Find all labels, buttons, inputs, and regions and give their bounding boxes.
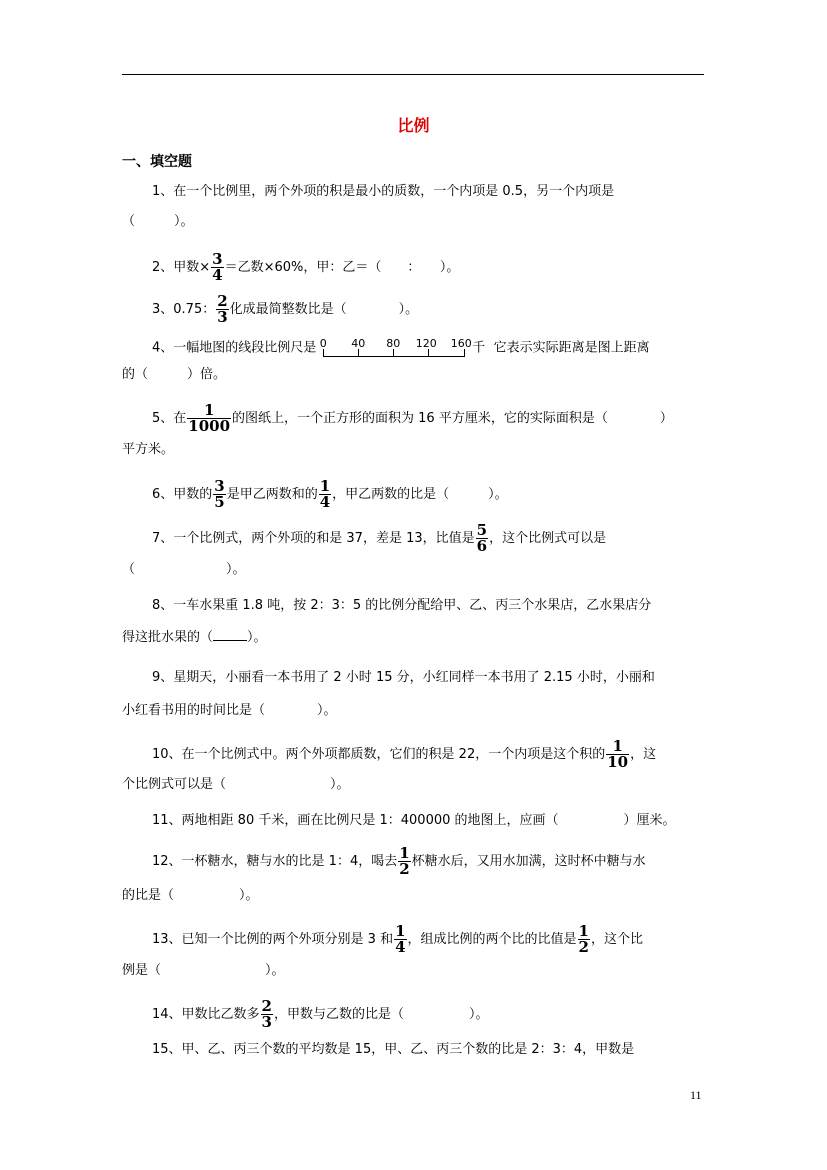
fraction: $\frac{5}{6}$ <box>476 521 488 555</box>
header-rule <box>122 74 704 75</box>
question-13-line-1: 13、已知一个比例的两个外项分别是 3 和 $\frac{1}{4}$ ，组成比例的两个比的比值是 $\frac{1}{2}$ ，这个比 <box>152 922 643 956</box>
question-4-line-1: 4、一幅地图的线段比例尺是 0 40 80 120 160 千 它表示实际距离是图上距离 <box>152 335 650 361</box>
question-11: 11、两地相距 80 千米，画在比例尺是 1：400000 的地图上，应画（ ）厘米。 <box>152 813 676 828</box>
fraction: $\frac{1}{1000}$ <box>188 401 231 435</box>
fraction: $\frac{1}{10}$ <box>607 737 629 771</box>
question-5-line-2: 平方米。 <box>122 442 175 457</box>
question-15: 15、甲、乙、丙三个数的平均数是 15，甲、乙、丙三个数的比是 2：3：4，甲数是 <box>152 1042 635 1057</box>
section-heading: 一、填空题 <box>122 154 192 170</box>
question-6: 6、甲数的 $\frac{3}{5}$ 是甲乙两数和的 $\frac{1}{4}$ ，甲乙两数的比是（ ）。 <box>152 477 508 511</box>
page-title: 比例 <box>397 116 430 135</box>
question-12-line-2: 的比是（ ）。 <box>122 888 259 903</box>
question-8-line-2: 得这批水果的（ ）。 <box>122 630 267 645</box>
question-7-line-1: 7、一个比例式，两个外项的和是 37，差是 13，比值是 $\frac{5}{6}$ ，这个比例式可以是 <box>152 521 607 555</box>
question-4-line-2: 的（ ）倍。 <box>122 367 227 382</box>
question-10-line-1: 10、在一个比例式中。两个外项都质数，它们的积是 22，一个内项是这个积的 $\frac{1}{10}$ ，这 <box>152 737 657 771</box>
answer-blank <box>213 629 247 641</box>
question-9-line-2: 小红看书用的时间比是（ ）。 <box>122 703 337 718</box>
fraction: $\frac{1}{4}$ <box>319 477 331 511</box>
question-10-line-2: 个比例式可以是（ ）。 <box>122 777 350 792</box>
question-5-line-1: 5、在 $\frac{1}{1000}$ 的图纸上，一个正方形的面积为 16 平方厘米，它的实际面积是（ ） <box>152 401 673 435</box>
question-3: 3、0.75： $\frac{2}{3}$ 化成最简整数比是（ ）。 <box>152 292 419 326</box>
fraction: $\frac{1}{4}$ <box>395 922 406 956</box>
fraction: $\frac{3}{4}$ <box>212 250 223 284</box>
fraction: $\frac{3}{5}$ <box>214 477 225 511</box>
fraction: $\frac{2}{3}$ <box>217 292 228 326</box>
question-1-line-2: （ ）。 <box>122 214 194 229</box>
question-13-line-2: 例是（ ）。 <box>122 963 285 978</box>
question-7-line-2: （ ）。 <box>122 562 246 577</box>
page-number: 11 <box>690 1088 702 1102</box>
question-8-line-1: 8、一车水果重 1.8 吨，按 2：3：5 的比例分配给甲、乙、丙三个水果店，乙水果店分 <box>152 598 652 613</box>
fraction: $\frac{2}{3}$ <box>261 997 272 1031</box>
scale-bar: 0 40 80 120 160 <box>320 335 468 361</box>
question-2: 2、甲数× $\frac{3}{4}$ ＝乙数×60%，甲：乙＝（ ： ）。 <box>152 250 460 284</box>
fraction: $\frac{1}{2}$ <box>578 922 589 956</box>
question-1-line-1: 1、在一个比例里，两个外项的积是最小的质数，一个内项是 0.5，另一个内项是 <box>152 184 615 199</box>
question-9-line-1: 9、星期天，小丽看一本书用了 2 小时 15 分，小红同样一本书用了 2.15 小时，小丽和 <box>152 670 655 685</box>
question-14: 14、甲数比乙数多 $\frac{2}{3}$ ，甲数与乙数的比是（ ）。 <box>152 997 489 1031</box>
question-12-line-1: 12、一杯糖水，糖与水的比是 1：4，喝去 $\frac{1}{2}$ 杯糖水后，又用水加满，这时杯中糖与水 <box>152 844 646 878</box>
fraction: $\frac{1}{2}$ <box>399 844 410 878</box>
